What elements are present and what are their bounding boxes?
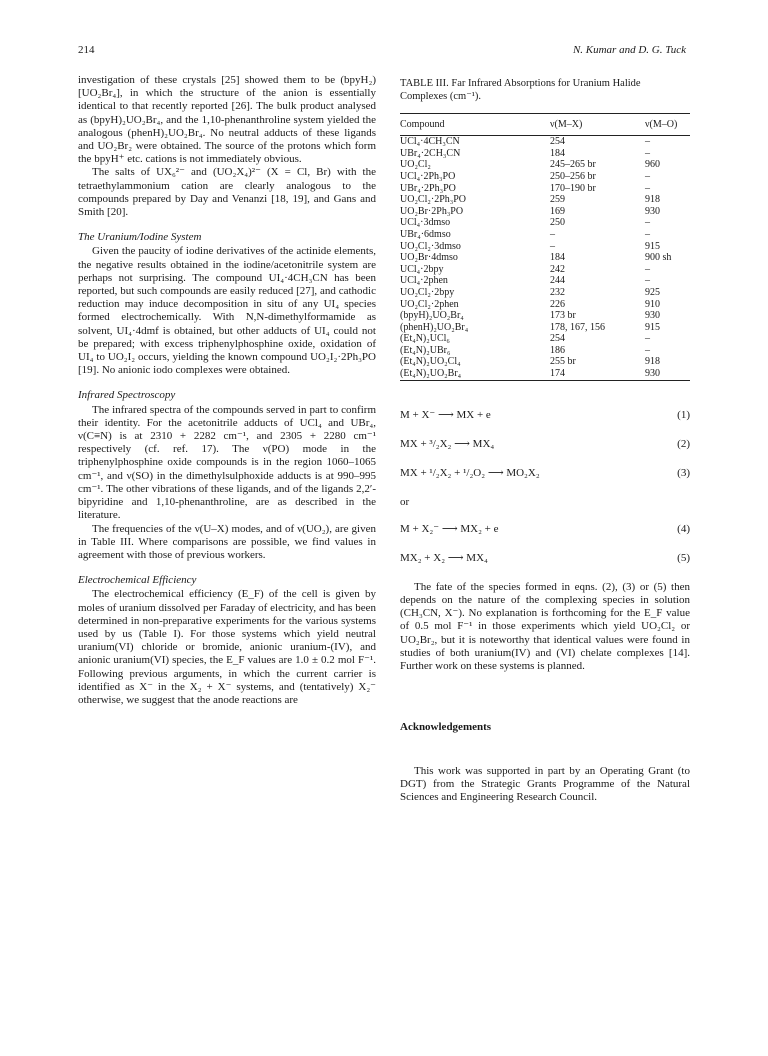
table-row [400, 264, 690, 276]
paragraph: investigation of these crystals [25] showed them to be (bpyH₂)[UO₂Br₄], in which the structure of the anion is essentially identical to that recently reported [26]. The bulk product analysed as (bpyH)₂UO₂Br₄, and the 1,10-phenanthroline system yielded the analogous (phenH)₂UO₂Br₄. No neutral adducts of these ligands and UO₂Br₂ were obtained. The source of the protons which form the bpyH⁺ etc. cations is not immediately obvious. [78, 74, 376, 166]
compound-cell: UCl₄·2bpy [400, 263, 444, 275]
equation-number: (3) [677, 466, 690, 479]
equation [400, 467, 690, 481]
paragraph: Given the paucity of iodine derivatives of the actinide elements, the negative results obtained in the iodine/acetonitrile system are perhaps not surprising. The compound UI₄·4CH₃CN has been reported, but such compounds are easily reduced [27], and cathodic reduction may induce decomposition in situ of any UI₄ species formed electrochemically. With N,N-dimethylformamide as solvent, UI₄·4dmf is obtained, but other adducts of UI₄ could not be prepared; with excess triphenylphosphine oxide, oxidation of UI₄ to UO₂I₂ occurs, yielding the known compound UO₂I₂·2Ph₃PO [19]. No anionic iodo complexes were obtained. [78, 245, 376, 377]
compound-cell: UCl₄·2Ph₃PO [400, 170, 456, 182]
table-row [400, 333, 690, 345]
mx-cell: – [550, 228, 555, 240]
table-row [400, 275, 690, 287]
table-row [400, 148, 690, 160]
equation-expression: M + X⁻ ⟶ MX + e [400, 408, 491, 421]
paragraph: The fate of the species formed in eqns. (2), (3) or (5) then depends on the nature of the complexing species in solution (CH₃CN, X⁻). No explanation is forthcoming for the E_F value of 0.5 mol F⁻¹ in those experiments which yield UO₂Cl₂ or UO₂Br₂, but it is noteworthy that identical values were found in studies of both uranium(IV) and (VI) chelate complexes [14]. Further work on these systems is planned. [400, 580, 690, 673]
mo-cell: 930 [645, 205, 660, 217]
mo-cell: – [645, 217, 650, 229]
mo-cell: – [645, 228, 650, 240]
mx-cell: 170–190 br [550, 182, 596, 194]
mo-cell: 925 [645, 286, 660, 298]
table-row [400, 206, 690, 218]
table-row [400, 345, 690, 357]
compound-cell: UO₂Cl₂·2bpy [400, 286, 455, 298]
equation-number: (4) [677, 522, 690, 535]
compound-cell: UCl₄·2phen [400, 275, 448, 287]
compound-cell: UO₂Br·2Ph₃PO [400, 205, 464, 217]
mx-cell: 242 [550, 263, 565, 275]
compound-cell: (bpyH)₂UO₂Br₄ [400, 310, 464, 322]
table-row [400, 183, 690, 195]
section-heading-uranium-iodine: The Uranium/Iodine System [78, 231, 202, 244]
equation [400, 438, 690, 452]
mx-cell: 250–256 br [550, 170, 596, 182]
mo-cell: – [645, 147, 650, 159]
compound-cell: UO₂Cl₂·2phen [400, 298, 459, 310]
compound-cell: UO₂Br·4dmso [400, 252, 458, 264]
paragraph: The infrared spectra of the compounds served in part to confirm their identity. For the acetonitrile adducts of UCl₄ and UBr₄, ν(C≡N) is at 2310 + 2282 cm⁻¹, and 2305 + 2280 cm⁻¹ respectively (cf. ref. 17). The ν(PO) mode in the triphenylphosphine oxide compounds is in the region 1060–1065 cm⁻¹, and ν(SO) in the dimethylsulphoxide adducts is at 990–995 cm⁻¹. The other vibrations of these ligands, and of the ligands 2,2′-bipyridine and 1,10-phenanthroline, are as described in the literature. [78, 403, 376, 522]
or-label: or [400, 495, 410, 508]
mo-cell: – [645, 333, 650, 345]
mx-cell: 186 [550, 344, 565, 356]
equation-expression: M + X₂⁻ ⟶ MX₂ + e [400, 522, 499, 535]
mo-cell: 918 [645, 194, 660, 206]
mx-cell: 244 [550, 275, 565, 287]
mo-cell: – [645, 263, 650, 275]
mo-cell: 915 [645, 240, 660, 252]
mx-cell: 259 [550, 194, 565, 206]
running-head: N. Kumar and D. G. Tuck [572, 44, 686, 56]
equation-expression: MX + ³/₂X₂ ⟶ MX₄ [400, 437, 495, 450]
table-header: ν(M–O) [645, 114, 690, 136]
table-row [400, 136, 690, 148]
section-heading-infrared: Infrared Spectroscopy [78, 389, 176, 402]
compound-cell: UO₂Cl₂ [400, 159, 431, 171]
compound-cell: UBr₄·2CH₃CN [400, 147, 461, 159]
mx-cell: 245–265 br [550, 159, 596, 171]
table-row [400, 287, 690, 299]
acknowledgements-text: This work was supported in part by an Operating Grant (to DGT) from the Strategic Grants Programme of the Natural Sciences and Engineering Research Council. [400, 764, 690, 803]
mx-cell: 178, 167, 156 [550, 321, 605, 333]
mo-cell: 930 [645, 310, 660, 322]
mo-cell: 960 [645, 159, 660, 171]
compound-cell: UO₂Cl₂·3dmso [400, 240, 461, 252]
table-row [400, 356, 690, 368]
mx-cell: 226 [550, 298, 565, 310]
table-row [400, 322, 690, 334]
equation-number: (1) [677, 408, 690, 421]
equation [400, 552, 690, 566]
page-number: 214 [78, 44, 95, 56]
mo-cell: 910 [645, 298, 660, 310]
mx-cell: 184 [550, 147, 565, 159]
table-row [400, 368, 690, 380]
right-column [400, 74, 690, 804]
equation [400, 409, 690, 423]
compound-cell: UCl₄·4CH₃CN [400, 136, 460, 148]
equation [400, 523, 690, 537]
table-row [400, 241, 690, 253]
paragraph: The electrochemical efficiency (E_F) of the cell is given by moles of uranium dissolved per Faraday of electricity, and has been determined in non-preparative experiments for the various systems used by us (Table I). For those systems which yield neutral uranium(VI) chloride or bromide, anionic uranium-(IV), and anionic uranium(VI) species, the E_F values are 1.0 ± 0.2 mol F⁻¹. Following previous arguments, in which the current carrier is identified as X⁻ in the X₂ + X⁻ systems, and (tentatively) X₂⁻ otherwise, we suggest that the anode reactions are [78, 588, 376, 706]
mo-cell: – [645, 170, 650, 182]
mo-cell: 900 sh [645, 252, 672, 264]
mx-cell: 232 [550, 286, 565, 298]
table-row [400, 194, 690, 206]
equations-block [400, 409, 690, 566]
left-column [78, 74, 376, 707]
table-row [400, 310, 690, 322]
table-row [400, 171, 690, 183]
mx-cell: 255 br [550, 356, 576, 368]
table-row [400, 229, 690, 241]
mo-cell: – [645, 136, 650, 148]
mo-cell: – [645, 344, 650, 356]
mx-cell: 184 [550, 252, 565, 264]
section-heading-electrochemical: Electrochemical Efficiency [78, 574, 197, 587]
table-header: ν(M–X) [550, 114, 645, 136]
compound-cell: UBr₄·6dmso [400, 228, 451, 240]
table-row [400, 159, 690, 171]
mx-cell: 250 [550, 217, 565, 229]
table-caption: TABLE III. Far Infrared Absorptions for Uranium Halide Complexes (cm⁻¹). [400, 78, 641, 102]
compound-cell: (Et₄N)₂UBr₆ [400, 344, 451, 356]
mx-cell: 169 [550, 205, 565, 217]
mx-cell: – [550, 240, 555, 252]
paragraph: The salts of UX₆²⁻ and (UO₂X₄)²⁻ (X = Cl, Br) with the tetraethylammonium cation are clearly analogous to the compounds prepared by Day and Venanzi [18, 19], and Gans and Smith [20]. [78, 166, 376, 219]
compound-cell: (Et₄N)₂UO₂Br₄ [400, 368, 462, 380]
mo-cell: 918 [645, 356, 660, 368]
mx-cell: 174 [550, 368, 565, 380]
table-row [400, 299, 690, 311]
mx-cell: 254 [550, 333, 565, 345]
mo-cell: 915 [645, 321, 660, 333]
equation-number: (2) [677, 437, 690, 450]
table-header: Compound [400, 114, 550, 136]
paragraph: The frequencies of the ν(U–X) modes, and of ν(UO₂), are given in Table III. Where comparisons are possible, we find values in agreement with those of previous workers. [78, 522, 376, 561]
mo-cell: 930 [645, 368, 660, 380]
mo-cell: – [645, 182, 650, 194]
mo-cell: – [645, 275, 650, 287]
compound-cell: UO₂Cl₂·2Ph₃PO [400, 194, 467, 206]
table-row [400, 252, 690, 264]
equation-expression: MX + ¹/₂X₂ + ¹/₂O₂ ⟶ MO₂X₂ [400, 466, 540, 479]
compound-cell: UCl₄·3dmso [400, 217, 451, 229]
acknowledgements-heading: Acknowledgements [400, 721, 492, 734]
table-row [400, 217, 690, 229]
equation-expression: MX₂ + X₂ ⟶ MX₄ [400, 551, 488, 564]
compound-cell: UBr₄·2Ph₃PO [400, 182, 456, 194]
compound-cell: (Et₄N)₂UO₂Cl₄ [400, 356, 461, 368]
mx-cell: 173 br [550, 310, 576, 322]
compound-cell: (phenH)₂UO₂Br₄ [400, 321, 469, 333]
compound-cell: (Et₄N)₂UCl₆ [400, 333, 450, 345]
mx-cell: 254 [550, 136, 565, 148]
infrared-table [400, 113, 690, 385]
equation-number: (5) [677, 551, 690, 564]
